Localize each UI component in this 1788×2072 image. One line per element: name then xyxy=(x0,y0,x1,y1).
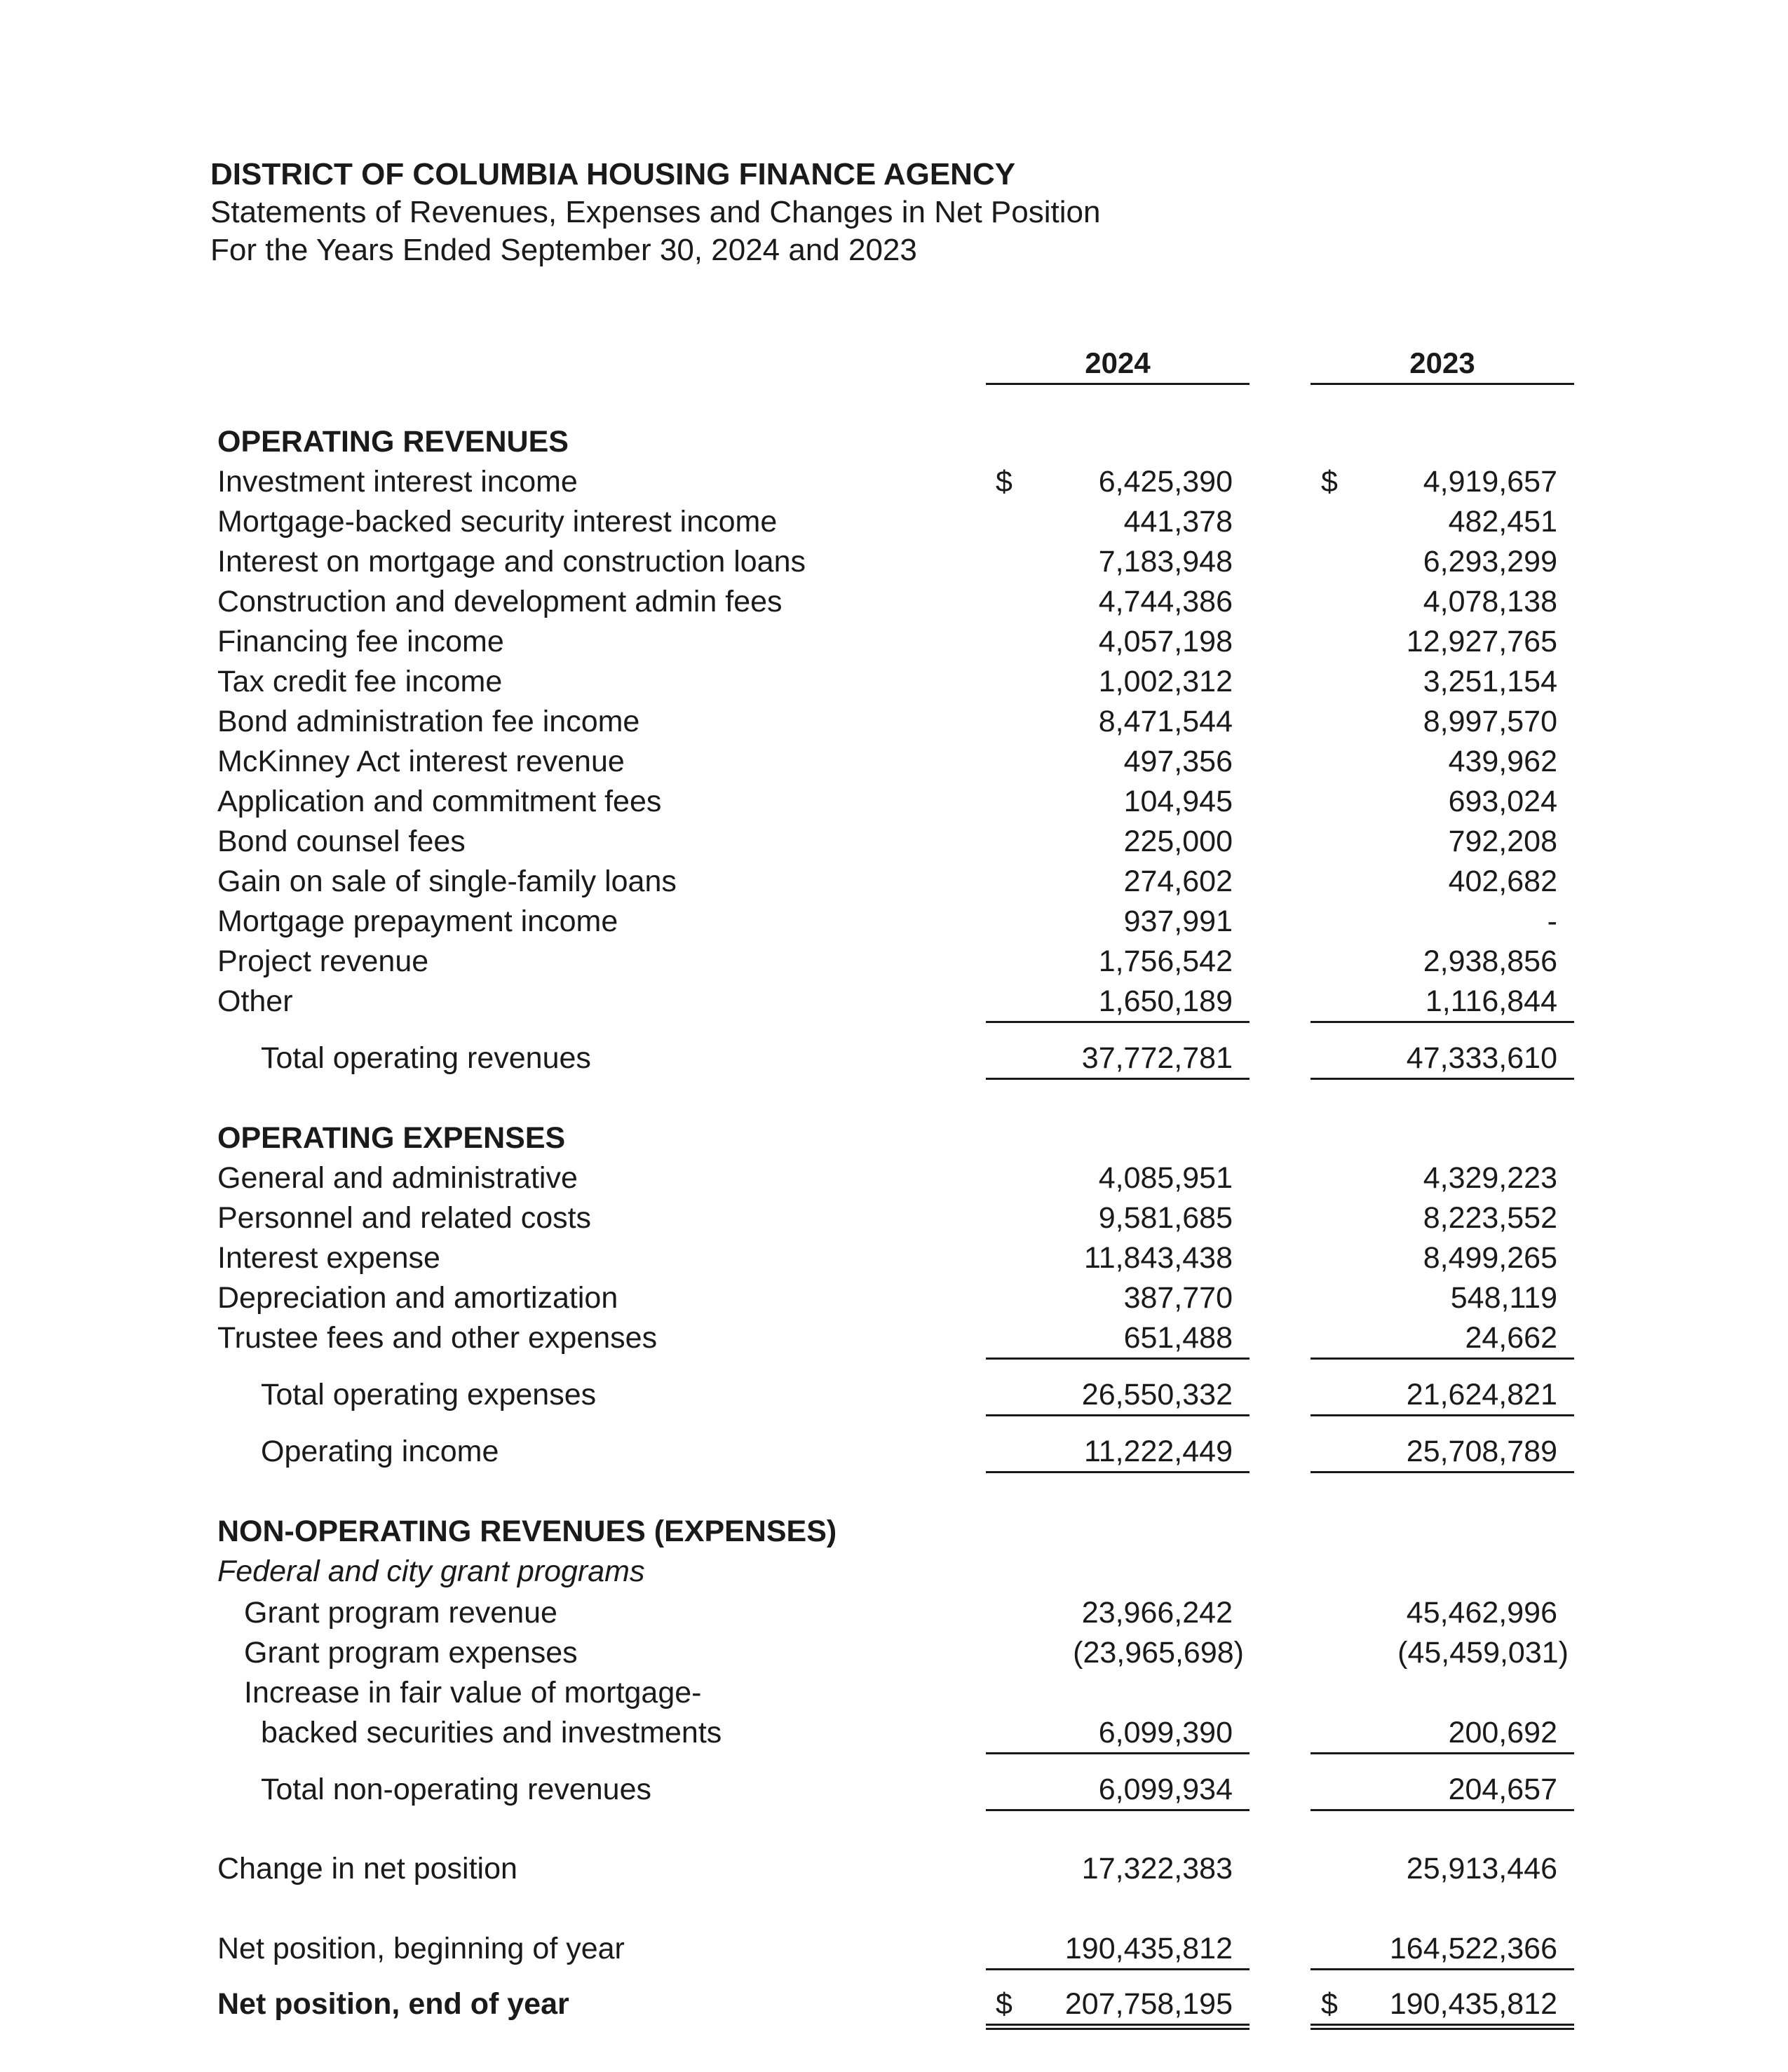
value-2023: 6,293,299 xyxy=(1423,545,1557,578)
table-row xyxy=(0,702,1788,741)
value-2023: 1,116,844 xyxy=(1310,982,1574,1023)
row-label: Change in net position xyxy=(217,1852,517,1885)
total-row-operating-revenues xyxy=(0,1038,1788,1078)
value-2024: 207,758,195 xyxy=(986,1984,1249,2030)
value-2024: 651,488 xyxy=(986,1318,1249,1360)
value-2024: 17,322,383 xyxy=(1081,1852,1233,1885)
value-2023: 3,251,154 xyxy=(1423,665,1557,698)
row-label: Total operating revenues xyxy=(261,1041,591,1075)
value-2024: 6,425,390 xyxy=(1098,465,1233,499)
value-2023: 25,708,789 xyxy=(1310,1432,1574,1473)
row-label: Application and commitment fees xyxy=(217,785,662,818)
table-row xyxy=(0,742,1788,781)
value-2023: 8,997,570 xyxy=(1423,705,1557,738)
value-2024: 7,183,948 xyxy=(1098,545,1233,578)
section-heading-operating-expenses: OPERATING EXPENSES xyxy=(217,1121,566,1155)
section-heading-non-operating: NON-OPERATING REVENUES (EXPENSES) xyxy=(217,1515,837,1548)
value-2023: 402,682 xyxy=(1448,865,1557,898)
value-2024: 497,356 xyxy=(1123,745,1233,778)
value-2023: 204,657 xyxy=(1310,1770,1574,1811)
value-2024: 387,770 xyxy=(1123,1281,1233,1315)
value-2024: 104,945 xyxy=(1123,785,1233,818)
currency-symbol: $ xyxy=(1321,465,1338,499)
row-label: Trustee fees and other expenses xyxy=(217,1321,658,1355)
total-row-operating-expenses xyxy=(0,1375,1788,1414)
value-2023: 45,462,996 xyxy=(1406,1596,1557,1630)
table-row xyxy=(0,502,1788,541)
value-2023: 548,119 xyxy=(1450,1281,1557,1315)
value-2024: 9,581,685 xyxy=(1098,1201,1233,1235)
value-2023: 2,938,856 xyxy=(1423,944,1557,978)
row-label: Bond counsel fees xyxy=(217,825,466,858)
table-row xyxy=(0,1593,1788,1632)
net-position-beginning-row xyxy=(0,1929,1788,1968)
value-2023: 164,522,366 xyxy=(1310,1929,1574,1970)
currency-symbol: $ xyxy=(996,465,1012,499)
value-2023: 24,662 xyxy=(1310,1318,1574,1360)
table-row xyxy=(0,822,1788,861)
currency-symbol: $ xyxy=(1321,1987,1338,2021)
row-label: Interest expense xyxy=(217,1241,440,1275)
table-row xyxy=(0,862,1788,901)
statement-header xyxy=(210,156,1100,269)
value-2024: 37,772,781 xyxy=(986,1038,1249,1080)
value-2023: - xyxy=(1547,905,1557,938)
value-2024: 4,744,386 xyxy=(1098,585,1233,618)
value-2023: 190,435,812 xyxy=(1310,1984,1574,2030)
row-label: Other xyxy=(217,984,293,1018)
row-label: Mortgage prepayment income xyxy=(217,905,618,938)
value-2024: 274,602 xyxy=(1123,865,1233,898)
table-row xyxy=(0,622,1788,661)
row-label: General and administrative xyxy=(217,1161,578,1195)
value-2024: 8,471,544 xyxy=(1098,705,1233,738)
table-row xyxy=(0,902,1788,941)
table-row-label-line xyxy=(0,1673,1788,1712)
row-label: Bond administration fee income xyxy=(217,705,640,738)
value-2023: (45,459,031) xyxy=(1397,1636,1569,1670)
row-label: Gain on sale of single-family loans xyxy=(217,865,677,898)
operating-income-row xyxy=(0,1432,1788,1471)
table-row xyxy=(0,1713,1788,1752)
value-2024: 937,991 xyxy=(1123,905,1233,938)
value-2023: 200,692 xyxy=(1310,1713,1574,1754)
value-2024: 1,756,542 xyxy=(1098,944,1233,978)
change-in-net-position-row xyxy=(0,1849,1788,1888)
row-label: Mortgage-backed security interest income xyxy=(217,505,778,539)
table-row xyxy=(0,782,1788,821)
value-2024: 1,650,189 xyxy=(986,982,1249,1023)
column-header-2023: 2023 xyxy=(1310,344,1574,385)
value-2023: 792,208 xyxy=(1448,825,1557,858)
table-row xyxy=(0,1318,1788,1357)
table-row xyxy=(0,462,1788,501)
table-row xyxy=(0,1238,1788,1278)
value-2024: 4,085,951 xyxy=(1098,1161,1233,1195)
value-2024: 225,000 xyxy=(1123,825,1233,858)
row-label: Project revenue xyxy=(217,944,429,978)
table-row xyxy=(0,582,1788,621)
row-label: Net position, beginning of year xyxy=(217,1932,625,1965)
row-label: Total non-operating revenues xyxy=(261,1773,651,1806)
table-row xyxy=(0,1278,1788,1318)
value-2024: 190,435,812 xyxy=(986,1929,1249,1970)
value-2023: 25,913,446 xyxy=(1406,1852,1557,1885)
value-2024: 6,099,390 xyxy=(986,1713,1249,1754)
row-label: Tax credit fee income xyxy=(217,665,503,698)
net-position-end-row xyxy=(0,1984,1788,2024)
agency-name: DISTRICT OF COLUMBIA HOUSING FINANCE AGENCY xyxy=(210,157,1016,191)
section-heading-operating-revenues: OPERATING REVENUES xyxy=(217,425,569,459)
value-2023: 693,024 xyxy=(1448,785,1557,818)
table-row xyxy=(0,942,1788,981)
row-label: Personnel and related costs xyxy=(217,1201,592,1235)
value-2023: 47,333,610 xyxy=(1310,1038,1574,1080)
row-label: Construction and development admin fees xyxy=(217,585,783,618)
row-label: Interest on mortgage and construction loans xyxy=(217,545,806,578)
row-label: Increase in fair value of mortgage- xyxy=(244,1676,702,1709)
value-2024: 11,843,438 xyxy=(1083,1241,1233,1275)
subheading-grant-programs: Federal and city grant programs xyxy=(217,1555,645,1588)
value-2024: 11,222,449 xyxy=(986,1432,1249,1473)
table-row xyxy=(0,1198,1788,1238)
value-2024: 6,099,934 xyxy=(986,1770,1249,1811)
value-2023: 8,499,265 xyxy=(1423,1241,1557,1275)
value-2023: 439,962 xyxy=(1448,745,1557,778)
table-row xyxy=(0,1633,1788,1672)
row-label: Investment interest income xyxy=(217,465,578,499)
value-2024: 4,057,198 xyxy=(1098,625,1233,658)
row-label: backed securities and investments xyxy=(261,1716,722,1749)
value-2023: 4,329,223 xyxy=(1423,1161,1557,1195)
table-row xyxy=(0,662,1788,701)
value-2023: 482,451 xyxy=(1448,505,1557,539)
table-row xyxy=(0,982,1788,1021)
table-row xyxy=(0,542,1788,581)
row-label: Financing fee income xyxy=(217,625,504,658)
value-2024: 441,378 xyxy=(1123,505,1233,539)
row-label: Grant program revenue xyxy=(244,1596,557,1630)
value-2023: 8,223,552 xyxy=(1423,1201,1557,1235)
currency-symbol: $ xyxy=(996,1987,1012,2021)
value-2024: 26,550,332 xyxy=(986,1375,1249,1416)
row-label: Operating income xyxy=(261,1435,499,1468)
row-label: Depreciation and amortization xyxy=(217,1281,618,1315)
value-2024: (23,965,698) xyxy=(1073,1636,1244,1670)
statement-title: Statements of Revenues, Expenses and Changes in Net Position xyxy=(210,195,1101,229)
row-label: Grant program expenses xyxy=(244,1636,578,1670)
value-2023: 4,078,138 xyxy=(1423,585,1557,618)
statement-period: For the Years Ended September 30, 2024 and 2023 xyxy=(210,233,917,267)
table-row xyxy=(0,1158,1788,1198)
value-2023: 12,927,765 xyxy=(1406,625,1557,658)
row-label: McKinney Act interest revenue xyxy=(217,745,625,778)
value-2023: 21,624,821 xyxy=(1310,1375,1574,1416)
row-label: Total operating expenses xyxy=(261,1378,597,1411)
total-row-non-operating xyxy=(0,1770,1788,1809)
column-header-2024: 2024 xyxy=(986,344,1249,385)
value-2023: 4,919,657 xyxy=(1423,465,1557,499)
row-label: Net position, end of year xyxy=(217,1987,569,2021)
value-2024: 1,002,312 xyxy=(1098,665,1233,698)
value-2024: 23,966,242 xyxy=(1081,1596,1233,1630)
